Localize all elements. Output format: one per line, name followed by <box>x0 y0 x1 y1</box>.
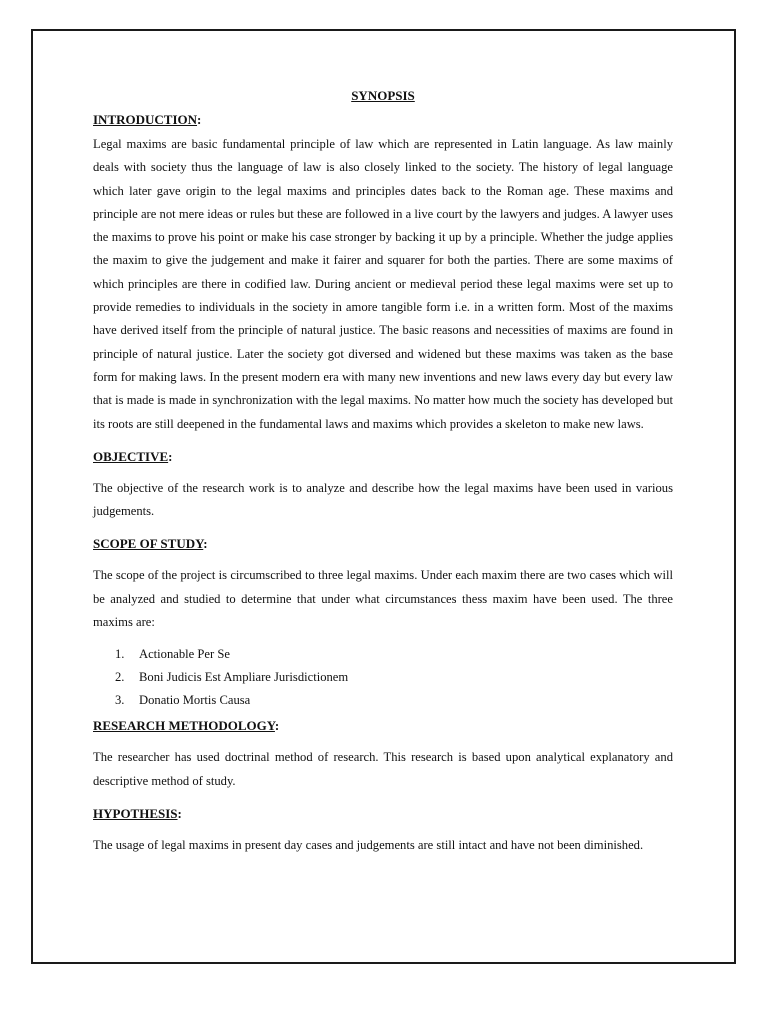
heading-colon: : <box>274 718 280 734</box>
methodology-heading <box>93 714 673 737</box>
list-item <box>93 689 673 712</box>
maxims-list <box>93 643 673 712</box>
objective-heading-text: OBJECTIVE <box>93 448 169 464</box>
list-item <box>93 666 673 689</box>
list-text: Donatio Mortis Causa <box>139 693 251 708</box>
heading-colon: : <box>168 448 173 464</box>
objective-heading <box>93 445 673 468</box>
hypothesis-heading <box>93 802 673 825</box>
hypothesis-heading-text: HYPOTHESIS <box>93 805 178 821</box>
introduction-heading <box>93 108 673 131</box>
methodology-paragraph: The researcher has used doctrinal method of research. This research is based upon analytical explanatory and descriptive method of study. <box>93 750 673 788</box>
heading-colon: : <box>197 112 202 127</box>
scope-heading-text: SCOPE OF STUDY <box>93 536 204 552</box>
introduction-heading-text: INTRODUCTION <box>93 112 198 127</box>
document-title: SYNOPSIS <box>351 88 415 103</box>
heading-colon: : <box>177 805 182 821</box>
hypothesis-paragraph: The usage of legal maxims in present day cases and judgements are still intact and have not been diminished. <box>93 837 644 852</box>
introduction-paragraph: Legal maxims are basic fundamental principle of law which are represented in Latin language. As law mainly deals with society thus the language of law is also closely linked to the society. The history of legal language which later gave origin to the legal maxims and principles dates back to the Roman age. These maxims and principle are not mere ideas or rules but these are followed in a live court by the lawyers and judges. A lawyer uses the maxims to prove his point or make his case stronger by backing it up by a principle. Whether the judge applies the maxim to give the judgement and make it fairer and squarer for both the parties. There are some maxims of which principles are there in codified law. During ancient or medieval period these legal maxims were set up to provide remedies to individuals in the society in amore tangible form i.e. in a written form. Most of the maxims have derived itself from the principle of natural justice. The basic reasons and necessities of maxims are found in principle of natural justice. Later the society got diversed and widened but these maxims was taken as the base form for making laws. In the present modern era with many new inventions and new laws every day but every law that is made is made in synchronization with the legal maxims. No matter how much the society has developed but its roots are still deepened in the fundamental laws and maxims which provides a skeleton to make new laws. <box>93 137 673 431</box>
objective-paragraph: The objective of the research work is to analyze and describe how the legal maxims have been used in various judgements. <box>93 480 673 519</box>
document-body <box>93 86 673 857</box>
list-number: 3. <box>115 693 125 708</box>
list-text: Boni Judicis Est Ampliare Jurisdictionem <box>139 670 349 685</box>
list-number: 2. <box>115 670 125 685</box>
scope-heading <box>93 532 673 555</box>
list-text: Actionable Per Se <box>139 647 230 662</box>
list-item <box>93 643 673 666</box>
methodology-heading-text: RESEARCH METHODOLOGY <box>93 718 275 734</box>
list-number: 1. <box>115 647 125 662</box>
scope-paragraph: The scope of the project is circumscribed to three legal maxims. Under each maxim there are two cases which will be analyzed and studied to determine that under what circumstances thess maxim have been used. The three maxims are: <box>93 568 673 630</box>
heading-colon: : <box>203 536 208 552</box>
